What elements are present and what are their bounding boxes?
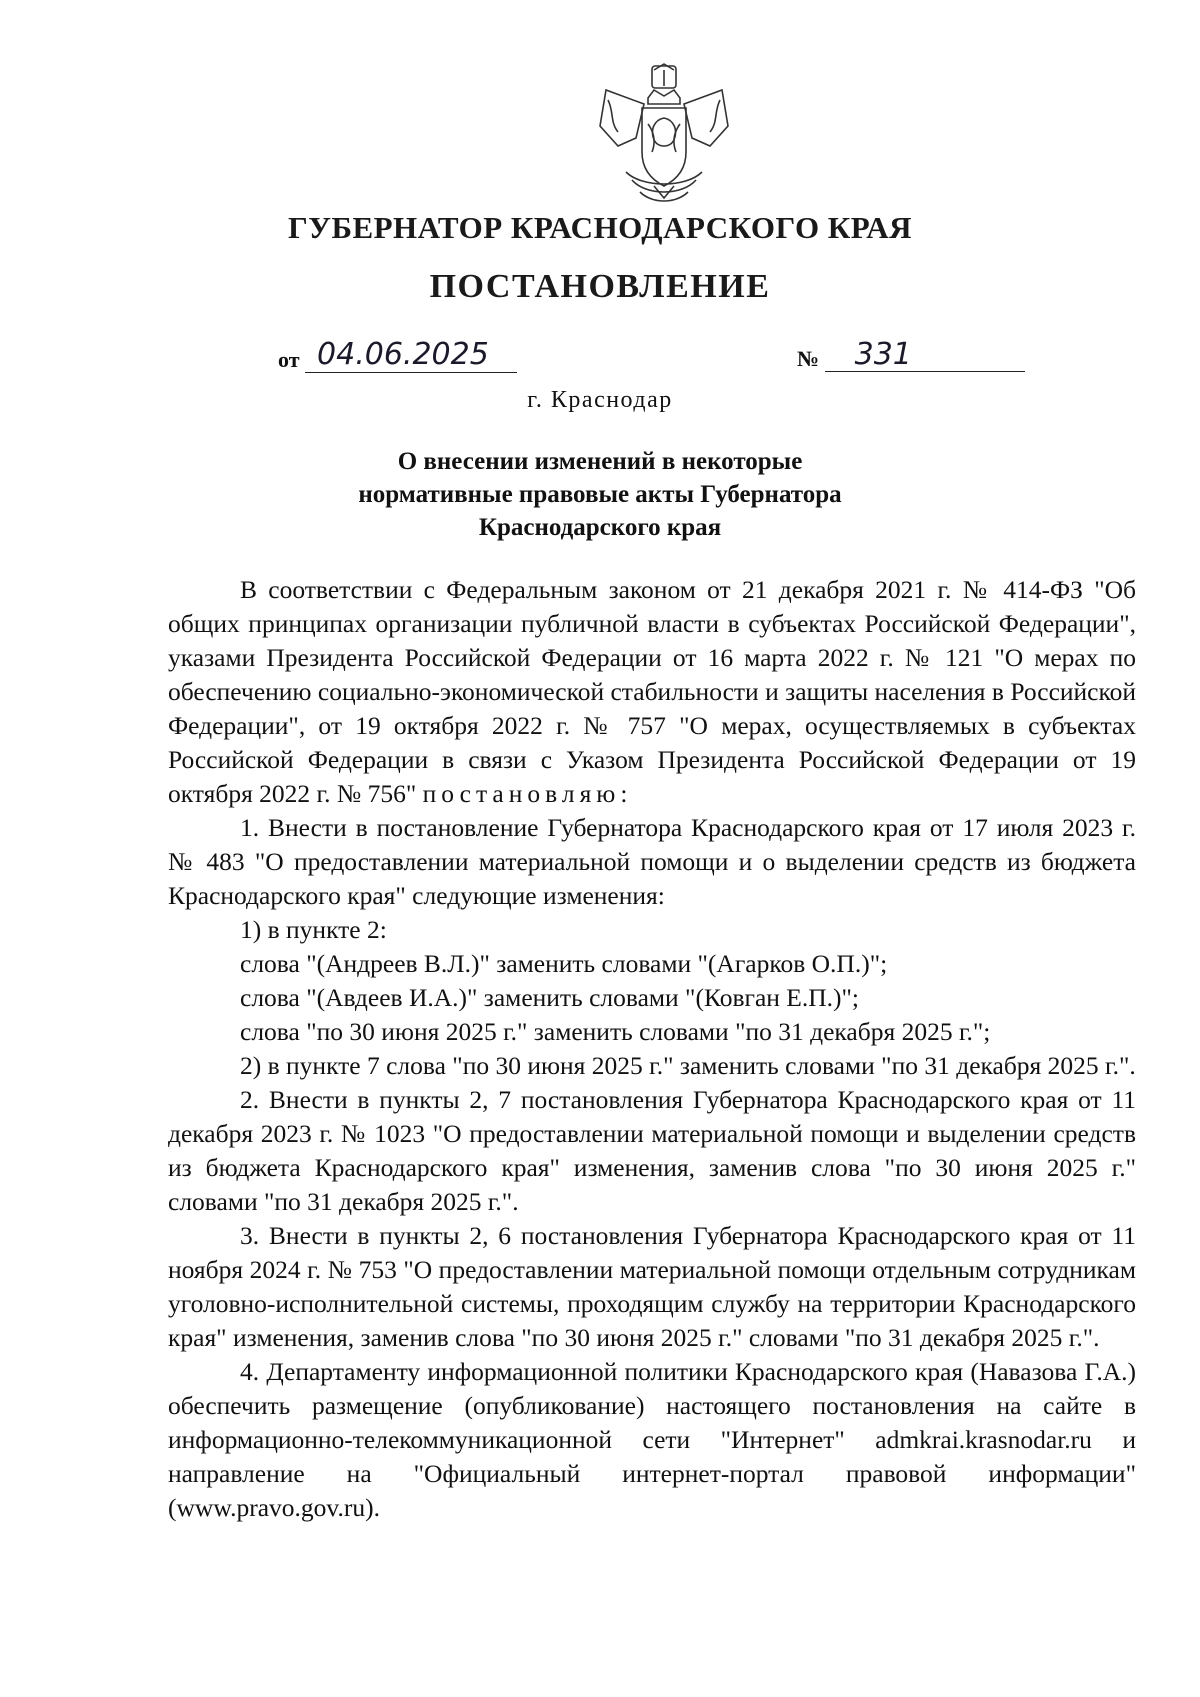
number-value: 331 (825, 338, 1025, 372)
subject-line-2: нормативные правовые акты Губернатора (358, 481, 842, 508)
number-label: № (797, 346, 820, 371)
coat-of-arms-emblem (596, 60, 732, 210)
paragraph-1-item-1b: слова "(Авдеев И.А.)" заменить словами "(Ковган Е.П.)"; (240, 983, 860, 1012)
subject-line-1: О внесении изменений в некоторые (397, 448, 803, 475)
date-label: от (278, 347, 300, 372)
paragraph-3: 3. Внести в пункты 2, 6 постановления Губернатора Краснодарского края от 11 ноября 2024 г. № 753 "О предоставлении материальной помощи отдельным сотрудникам уголовно-исполнительной системы, проходящим службу на территории Краснодарского края" изменения, заменив слова "по 30 июня 2025 г." словами "по 31 декабря 2025 г.". (168, 1221, 1136, 1352)
paragraph-1-item-2: 2) в пункте 7 слова "по 30 июня 2025 г." заменить словами "по 31 декабря 2025 г.". (240, 1051, 1136, 1080)
paragraph-1-item-1c: слова "по 30 июня 2025 г." заменить словами "по 31 декабря 2025 г."; (240, 1017, 991, 1046)
document-subject (300, 445, 900, 544)
issuer-title: ГУБЕРНАТОР КРАСНОДАРСКОГО КРАЯ (287, 210, 913, 245)
date-line (278, 338, 517, 373)
number-line (797, 338, 1025, 372)
decree-word: постановляю: (422, 779, 633, 808)
subject-line-3: Краснодарского края (478, 514, 722, 541)
city: г. Краснодар (527, 387, 673, 413)
document-body (168, 573, 1136, 1525)
document-type: ПОСТАНОВЛЕНИЕ (429, 268, 771, 305)
preamble-paragraph (168, 573, 1136, 811)
paragraph-1-item-1a: слова "(Андреев В.Л.)" заменить словами "(Агарков О.П.)"; (240, 949, 888, 978)
preamble-text: В соответствии с Федеральным законом от 21 декабря 2021 г. № 414-ФЗ "Об общих принципах организации публичной власти в субъектах Российской Федерации", указами Президента Российской Федерации от 16 марта 2022 г. № 121 "О мерах по обеспечению социально-экономической стабильности и защиты населения в Российской Федерации", от 19 октября 2022 г. № 757 "О мерах, осуществляемых в субъектах Российской Федерации в связи с Указом Президента Российской Федерации от 19 октября 2022 г. № 756" (168, 575, 1136, 808)
date-value: 04.06.2025 (305, 338, 517, 373)
paragraph-4: 4. Департаменту информационной политики Краснодарского края (Навазова Г.А.) обеспечить размещение (опубликование) настоящего постановления на сайте в информационно-телекоммуникационной сети "Интернет" admkrai.krasnodar.ru и направление на "Официальный интернет-портал правовой информации" (www.pravo.gov.ru). (168, 1357, 1136, 1522)
paragraph-1: 1. Внести в постановление Губернатора Краснодарского края от 17 июля 2023 г. № 483 "О предоставлении материальной помощи и о выделении средств из бюджета Краснодарского края" следующие изменения: (168, 813, 1136, 910)
paragraph-1-item-1: 1) в пункте 2: (240, 915, 387, 944)
paragraph-2: 2. Внести в пункты 2, 7 постановления Губернатора Краснодарского края от 11 декабря 2023 г. № 1023 "О предоставлении материальной помощи и выделении средств из бюджета Краснодарского края" изменения, заменив слова "по 30 июня 2025 г." словами "по 31 декабря 2025 г.". (168, 1085, 1136, 1216)
